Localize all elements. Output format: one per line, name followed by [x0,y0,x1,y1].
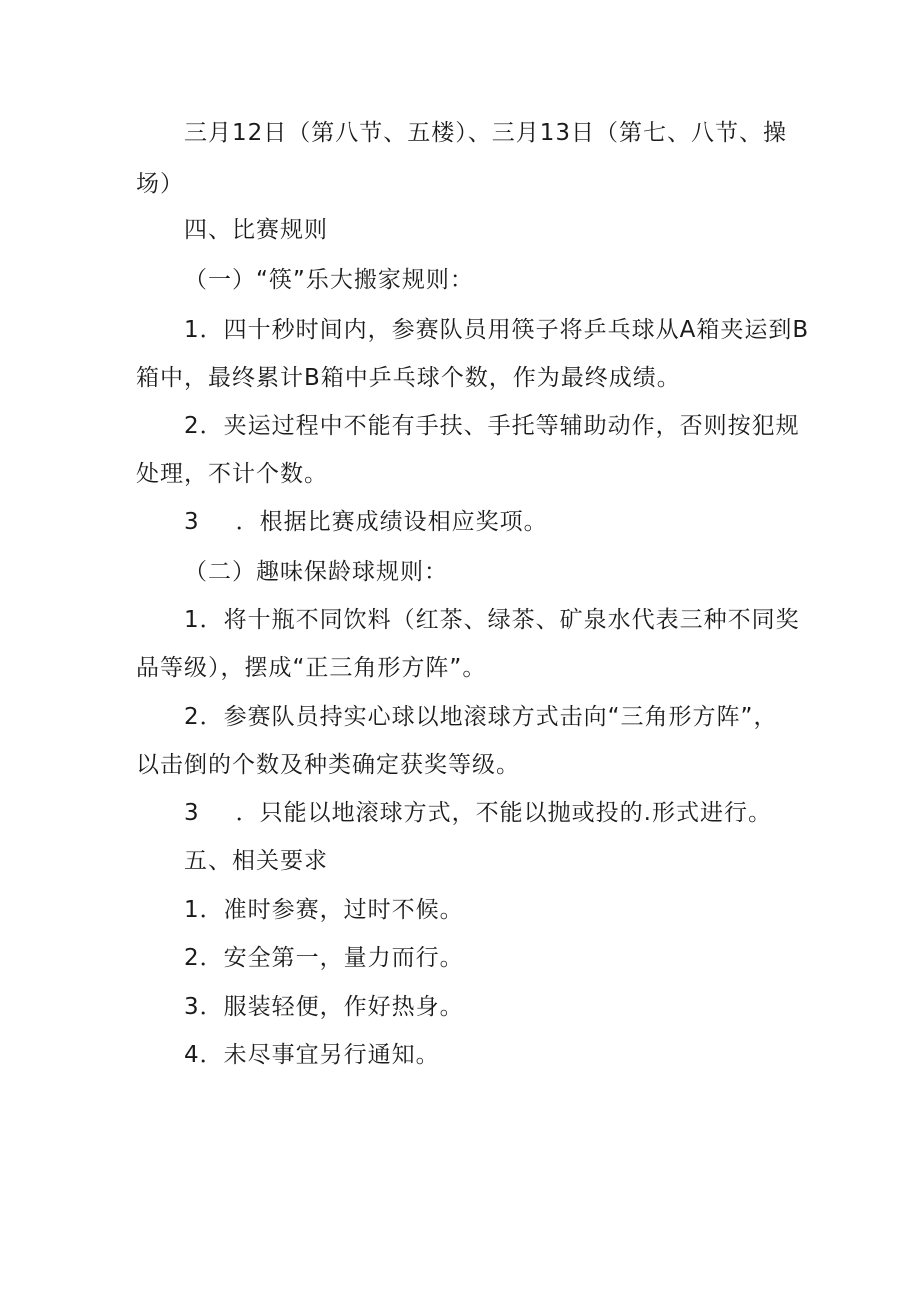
sub-2-heading: （二）趣味保龄球规则： [184,559,448,585]
sub-2-item-1-line-2: 品等级），摆成“正三角形方阵”。 [136,655,487,681]
item-number: 3 [184,994,200,1020]
item-number: 3 [184,509,200,535]
sub-1-item-2-line-2: 处理，不计个数。 [136,461,328,487]
schedule-line-1: 三月12日（第八节、五楼）、三月13日（第七、八节、操 [184,120,788,146]
sub-2-item-2-line-2: 以击倒的个数及种类确定获奖等级。 [136,752,520,778]
sub-1-item-1-line-2: 箱中，最终累计B箱中乒乓球个数，作为最终成绩。 [136,365,681,391]
item-number: 2 [184,945,200,971]
sub-2-item-3 [184,798,772,828]
item-number: 4 [184,1042,200,1068]
item-number: 3 [184,800,200,826]
item-text: ．四十秒时间内，参赛队员用筷子将乒乓球从A箱夹运到B [199,317,810,343]
item-text: ．只能以地滚球方式，不能以抛或投的.形式进行。 [235,800,772,826]
requirement-1 [184,895,464,925]
sub-1-item-3 [184,507,548,537]
item-text: ．未尽事宜另行通知。 [199,1042,440,1068]
item-text: ．服装轻便，作好热身。 [199,994,464,1020]
item-text: ．准时参赛，过时不候。 [199,897,464,923]
item-number: 1 [184,607,200,633]
item-text: ．安全第一，量力而行。 [199,945,464,971]
item-number: 2 [184,413,200,439]
item-text: ．将十瓶不同饮料（红茶、绿茶、矿泉水代表三种不同奖 [199,607,800,633]
sub-2-item-2-line-1 [184,702,777,732]
item-text: ．参赛队员持实心球以地滚球方式击向“三角形方阵”， [199,704,778,730]
requirement-3 [184,992,464,1022]
schedule-line-2: 场） [136,171,184,197]
section-5-heading: 五、相关要求 [184,848,328,874]
requirement-2 [184,943,464,973]
item-number: 1 [184,897,200,923]
sub-1-item-2-line-1 [184,411,800,441]
item-text: ．夹运过程中不能有手扶、手托等辅助动作，否则按犯规 [199,413,800,439]
item-text: ．根据比赛成绩设相应奖项。 [235,509,548,535]
sub-2-item-1-line-1 [184,605,800,635]
requirement-4 [184,1040,440,1070]
sub-1-heading: （一）“筷”乐大搬家规则： [184,267,474,293]
sub-1-item-1-line-1 [184,315,809,345]
section-4-heading: 四、比赛规则 [184,217,328,243]
item-number: 1 [184,317,200,343]
item-number: 2 [184,704,200,730]
